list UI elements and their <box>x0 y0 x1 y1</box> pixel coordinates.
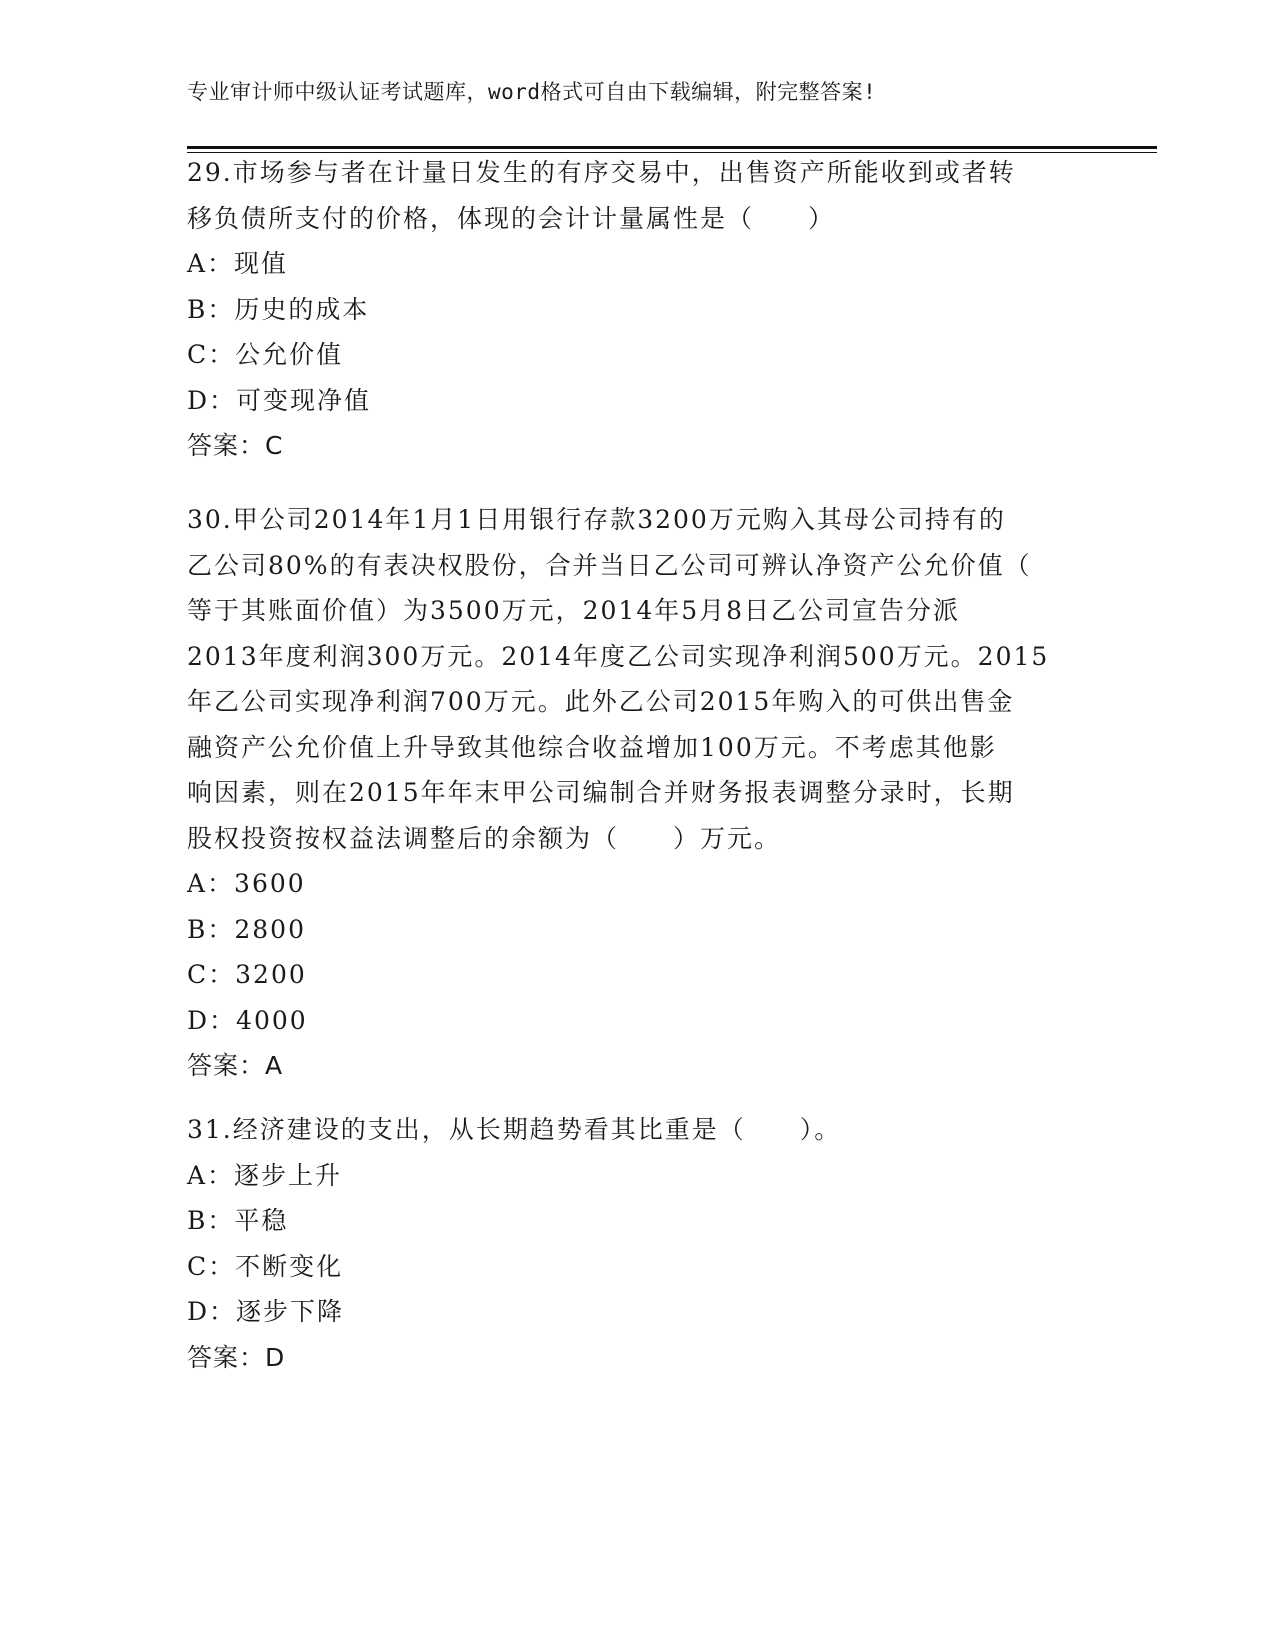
option-c: C：不断变化 <box>187 1251 344 1281</box>
question-stem <box>187 1107 1087 1153</box>
stem-line: 30.甲公司2014年1月1日用银行存款3200万元购入其母公司持有的 <box>187 505 1006 534</box>
stem-line: 移负债所支付的价格，体现的会计计量属性是（ ） <box>187 203 836 233</box>
stem-line: 融资产公允价值上升导致其他综合收益增加100万元。不考虑其他影 <box>187 732 997 762</box>
stem-line: 等于其账面价值）为3500万元，2014年5月8日乙公司宣告分派 <box>187 596 961 625</box>
option-b: B：2800 <box>187 914 306 944</box>
option-d: D：可变现净值 <box>187 385 372 415</box>
option-d: D：逐步下降 <box>187 1297 345 1326</box>
question-31 <box>187 1107 1087 1380</box>
option-a: A：3600 <box>187 869 306 898</box>
question-29 <box>187 150 1087 469</box>
answer: 答案：C <box>187 431 284 460</box>
option-b: B：历史的成本 <box>187 294 370 324</box>
question-30 <box>187 497 1087 1089</box>
header-rule-thick <box>187 146 1157 149</box>
stem-line: 响因素，则在2015年年末甲公司编制合并财务报表调整分录时，长期 <box>187 778 1015 807</box>
stem-line: 年乙公司实现净利润700万元。此外乙公司2015年购入的可供出售金 <box>187 687 1015 716</box>
option-d: D：4000 <box>187 1005 308 1035</box>
answer: 答案：D <box>187 1342 286 1372</box>
stem-line: 29.市场参与者在计量日发生的有序交易中，出售资产所能收到或者转 <box>187 158 1016 187</box>
question-stem <box>187 497 1087 861</box>
header-text: 专业审计师中级认证考试题库，word格式可自由下载编辑，附完整答案! <box>187 80 877 104</box>
stem-line: 股权投资按权益法调整后的余额为（ ）万元。 <box>187 823 782 853</box>
option-a: A：现值 <box>187 249 289 278</box>
option-a: A：逐步上升 <box>187 1160 343 1190</box>
answer: 答案：A <box>187 1051 284 1080</box>
option-c: C：3200 <box>187 960 307 989</box>
option-b: B：平稳 <box>187 1206 289 1235</box>
question-stem <box>187 150 1087 241</box>
option-c: C：公允价值 <box>187 340 344 369</box>
stem-line: 乙公司80%的有表决权股份，合并当日乙公司可辨认净资产公允价值（ <box>187 550 1032 580</box>
stem-line: 2013年度利润300万元。2014年度乙公司实现净利润500万元。2015 <box>187 641 1050 671</box>
stem-line: 31.经济建设的支出，从长期趋势看其比重是（ ）。 <box>187 1115 842 1144</box>
